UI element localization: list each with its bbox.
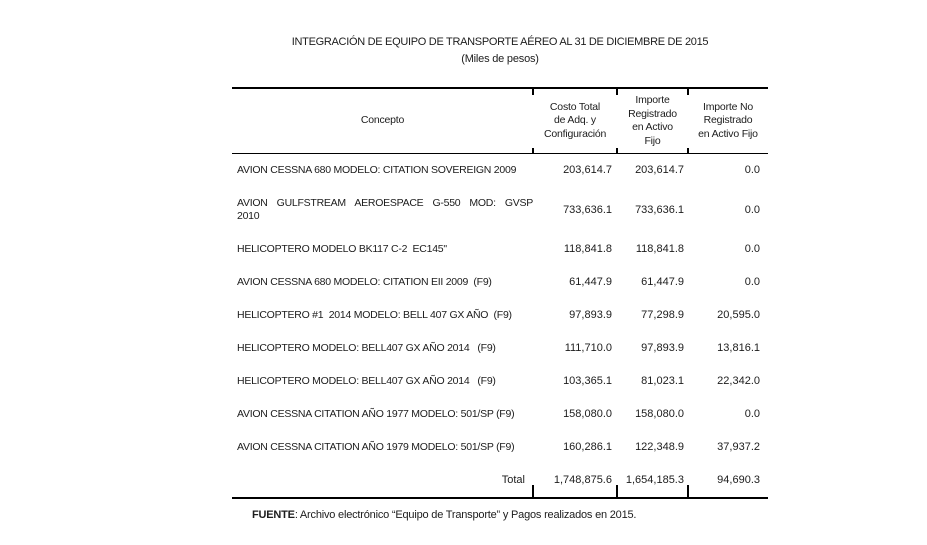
concepto-cell: HELICOPTERO MODELO: BELL407 GX AÑO 2014 (F9) xyxy=(237,375,496,387)
costo-cell: 111,710.0 xyxy=(564,342,612,354)
table-row xyxy=(232,398,768,431)
table-row xyxy=(232,187,768,233)
costo-cell: 97,893.9 xyxy=(569,309,612,321)
no-registrado-cell: 20,595.0 xyxy=(717,309,760,321)
header-row xyxy=(232,88,768,154)
costo-cell: 203,614.7 xyxy=(563,164,612,176)
header-importe-no-registrado-label: Importe No Registrado en Activo Fijo xyxy=(698,100,758,140)
table-row xyxy=(232,332,768,365)
no-registrado-cell: 0.0 xyxy=(744,408,760,420)
header-costo-total xyxy=(533,88,617,154)
source-note-label: FUENTE xyxy=(252,509,295,521)
total-label: Total xyxy=(501,474,525,486)
table-row xyxy=(232,154,768,188)
costo-cell: 158,080.0 xyxy=(563,408,612,420)
column-tick xyxy=(687,485,689,497)
no-registrado-cell: 37,937.2 xyxy=(717,441,760,453)
no-registrado-cell: 22,342.0 xyxy=(717,375,760,387)
registrado-cell: 733,636.1 xyxy=(635,203,684,216)
registrado-cell: 118,841.8 xyxy=(635,243,684,255)
total-registrado xyxy=(617,464,688,498)
table-row xyxy=(232,365,768,398)
costo-cell: 103,365.1 xyxy=(563,375,612,387)
no-registrado-cell: 0.0 xyxy=(744,203,760,216)
total-no-registrado xyxy=(688,464,768,498)
table-footer xyxy=(232,464,768,498)
concepto-cell: AVION CESSNA 680 MODELO: CITATION EII 2009 (F9) xyxy=(237,276,492,288)
table-row xyxy=(232,431,768,464)
concepto-cell: AVION CESSNA CITATION AÑO 1979 MODELO: 501/SP (F9) xyxy=(237,441,515,453)
header-importe-no-registrado xyxy=(688,88,768,154)
column-tick xyxy=(532,485,534,497)
concepto-cell: AVION CESSNA CITATION AÑO 1977 MODELO: 501/SP (F9) xyxy=(237,408,515,420)
registrado-cell: 81,023.1 xyxy=(641,375,684,387)
table-body xyxy=(232,154,768,465)
registrado-cell: 97,893.9 xyxy=(641,342,684,354)
total-registrado-value: 1,654,185.3 xyxy=(625,474,684,486)
costo-cell: 61,447.9 xyxy=(569,276,612,288)
no-registrado-cell: 13,816.1 xyxy=(717,342,760,354)
total-costo-value: 1,748,875.6 xyxy=(553,474,612,486)
header-concepto-label: Concepto xyxy=(360,114,405,127)
no-registrado-cell: 0.0 xyxy=(744,276,760,288)
registrado-cell: 203,614.7 xyxy=(635,164,684,176)
column-tick xyxy=(616,89,618,95)
column-tick xyxy=(616,485,618,497)
total-costo xyxy=(533,464,617,498)
registrado-cell: 158,080.0 xyxy=(635,408,684,420)
report-title: INTEGRACIÓN DE EQUIPO DE TRANSPORTE AÉREO AL 31 DE DICIEMBRE DE 2015 xyxy=(291,36,709,48)
source-note xyxy=(232,508,768,522)
concepto-cell: HELICOPTERO MODELO: BELL407 GX AÑO 2014 (F9) xyxy=(237,342,496,354)
header-importe-registrado-label: Importe Registrado en Activo Fijo xyxy=(628,94,677,147)
header-costo-total-label: Costo Total de Adq. y Configuración xyxy=(544,100,607,140)
registrado-cell: 122,348.9 xyxy=(635,441,684,453)
table-row xyxy=(232,233,768,266)
table-row xyxy=(232,299,768,332)
concepto-cell: HELICOPTERO #1 2014 MODELO: BELL 407 GX AÑO (F9) xyxy=(237,309,512,321)
total-no-registrado-value: 94,690.3 xyxy=(717,474,760,486)
column-tick xyxy=(532,148,534,153)
concepto-cell: HELICOPTERO MODELO BK117 C-2 EC145" xyxy=(237,243,447,255)
concepto-cell: AVION GULFSTREAM AEROESPACE G-550 MOD: GVSP 2010 xyxy=(237,197,533,222)
source-note-text: : Archivo electrónico “Equipo de Transporte” y Pagos realizados en 2015. xyxy=(294,509,637,521)
column-tick xyxy=(687,148,689,153)
concepto-cell: AVION CESSNA 680 MODELO: CITATION SOVEREIGN 2009 xyxy=(237,164,517,176)
column-tick xyxy=(532,89,534,95)
total-row xyxy=(232,464,768,498)
registrado-cell: 61,447.9 xyxy=(641,276,684,288)
registrado-cell: 77,298.9 xyxy=(641,309,684,321)
column-tick xyxy=(687,89,689,95)
no-registrado-cell: 0.0 xyxy=(744,164,760,176)
costo-cell: 160,286.1 xyxy=(563,441,612,453)
report-subtitle: (Miles de pesos) xyxy=(461,53,539,65)
table-header xyxy=(232,88,768,154)
header-importe-registrado xyxy=(617,88,688,154)
costo-cell: 733,636.1 xyxy=(563,203,612,216)
costo-cell: 118,841.8 xyxy=(563,243,612,255)
header-concepto xyxy=(232,88,533,154)
transport-equipment-table xyxy=(232,87,768,499)
no-registrado-cell: 0.0 xyxy=(744,243,760,255)
report-content xyxy=(232,0,768,522)
column-tick xyxy=(616,148,618,153)
table-row xyxy=(232,266,768,299)
